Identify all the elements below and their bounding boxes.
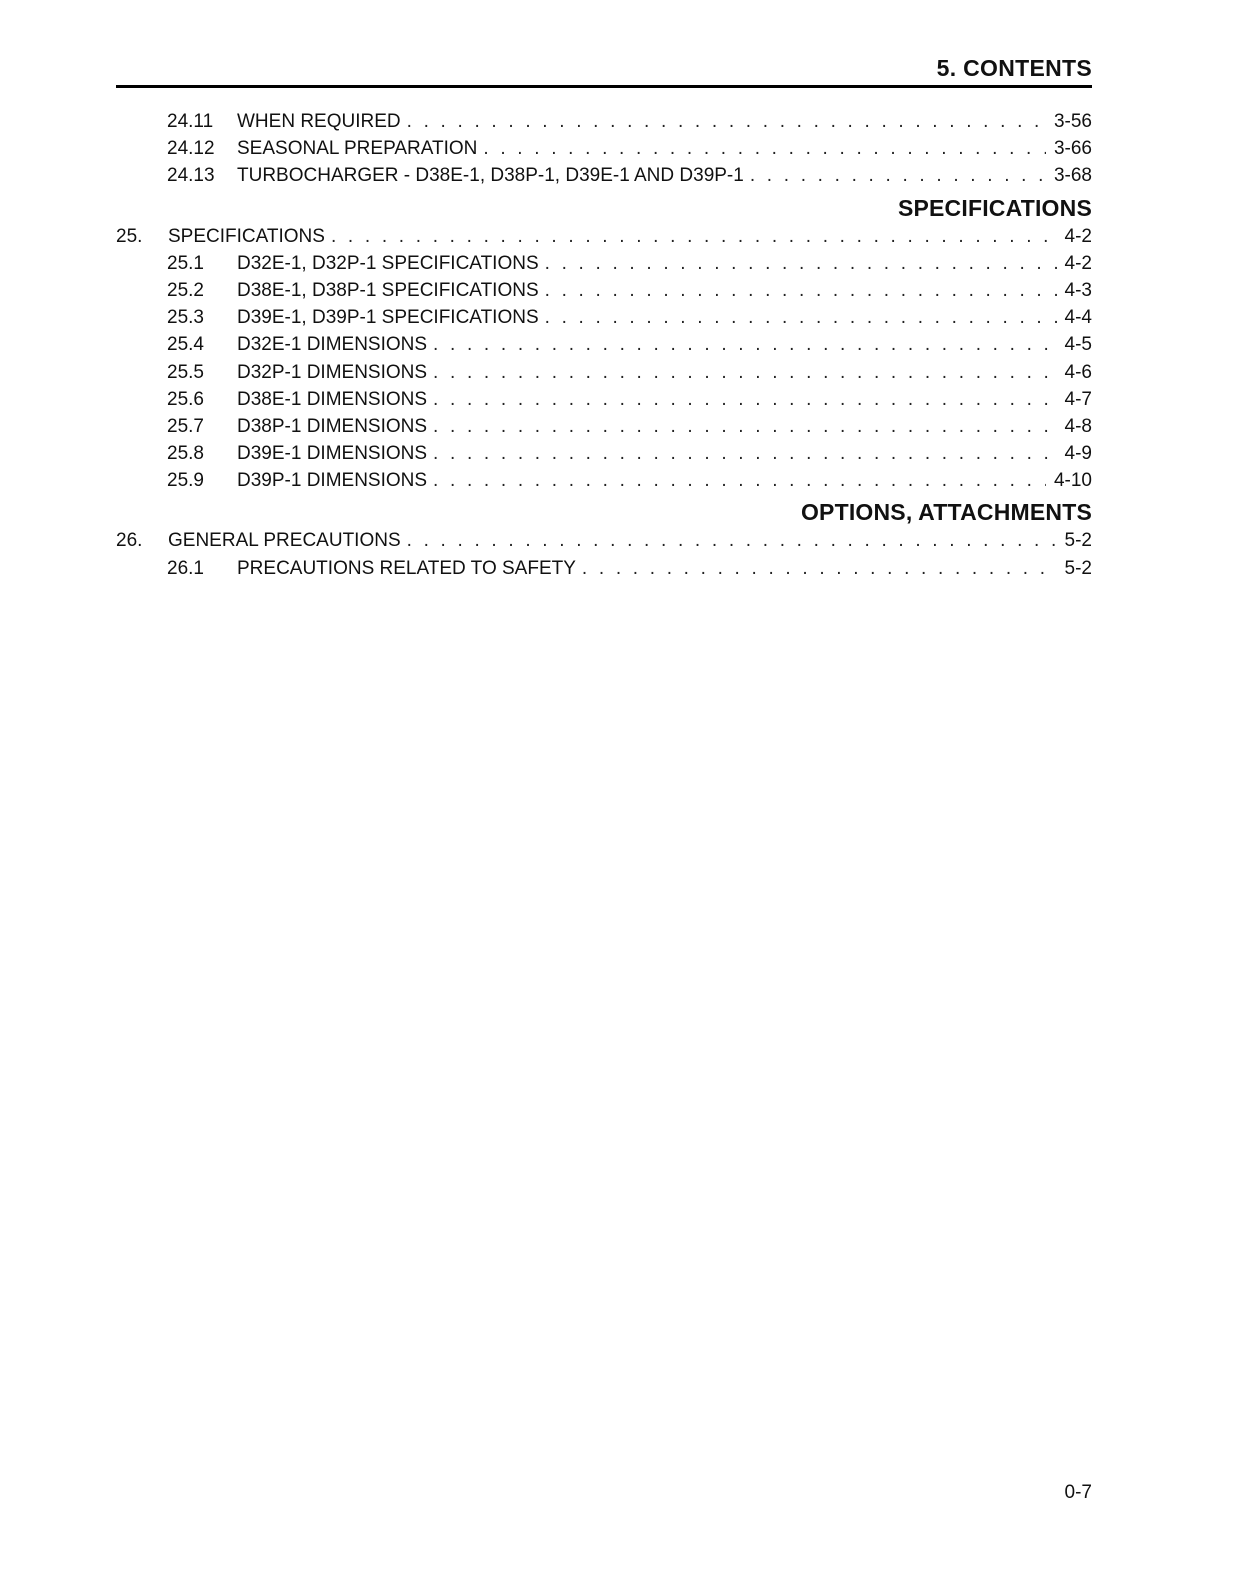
toc-entry[interactable]: [116, 413, 1092, 440]
toc-entry-label: D38P-1 DIMENSIONS: [237, 415, 428, 437]
toc-entry-label: TURBOCHARGER - D38E-1, D38P-1, D39E-1 AND D39P-1: [237, 165, 744, 187]
toc-entry-label: PRECAUTIONS RELATED TO SAFETY: [237, 557, 576, 579]
toc-entry-label: D38E-1 DIMENSIONS: [237, 388, 428, 410]
toc-entry-number: 24.12: [167, 138, 215, 160]
dot-leader: [433, 467, 1046, 494]
toc-entry[interactable]: [116, 277, 1092, 304]
toc-entry[interactable]: [116, 250, 1092, 277]
toc-entry-label: D39P-1 DIMENSIONS: [237, 470, 428, 492]
toc-entry-page: 4-2: [1064, 225, 1092, 247]
toc-entry[interactable]: [116, 135, 1092, 162]
dot-leader: [433, 359, 1056, 386]
toc-entry-number: 25.: [116, 225, 143, 247]
dot-leader: [582, 555, 1057, 582]
toc-entry-number: 25.2: [167, 279, 204, 301]
toc-entry-label: D32P-1 DIMENSIONS: [237, 361, 428, 383]
toc-entry-label: D32E-1 DIMENSIONS: [237, 334, 428, 356]
toc-entry-page: 4-3: [1064, 279, 1092, 301]
toc-entry-label: WHEN REQUIRED: [237, 111, 401, 132]
toc-entry-number: 24.13: [167, 165, 215, 187]
toc-entry[interactable]: [116, 108, 1092, 135]
page-title: 5. CONTENTS: [936, 55, 1092, 81]
toc-entry[interactable]: [116, 440, 1092, 467]
toc-entry-number: 25.6: [167, 388, 204, 410]
toc-entry-page: 3-68: [1053, 165, 1092, 187]
toc-entry-page: 4-5: [1064, 334, 1092, 356]
dot-leader: [433, 386, 1056, 413]
toc-entry-page: 3-66: [1053, 138, 1092, 160]
toc-entry-label: SPECIFICATIONS: [168, 225, 325, 247]
toc-entry-label: D39E-1 DIMENSIONS: [237, 443, 428, 465]
toc-entry[interactable]: [116, 359, 1092, 386]
toc-entry-page: 4-7: [1064, 388, 1092, 410]
dot-leader: [407, 108, 1046, 135]
toc-entry[interactable]: [116, 467, 1092, 494]
page-header: [116, 52, 1092, 88]
toc-entry-number: 25.3: [167, 307, 204, 329]
toc-entry-number: 24.11: [167, 111, 214, 132]
dot-leader: [545, 250, 1057, 277]
toc-entry-page: 5-2: [1064, 557, 1092, 579]
toc-entry-number: 25.4: [167, 334, 204, 356]
dot-leader: [545, 277, 1057, 304]
toc-entry-number: 25.9: [167, 470, 204, 492]
toc-entry[interactable]: [116, 331, 1092, 358]
toc-entry[interactable]: [116, 555, 1092, 582]
toc-entry-number: 25.1: [167, 252, 204, 274]
dot-leader: [331, 223, 1057, 250]
toc-entry-page: 4-10: [1053, 470, 1092, 492]
toc-entry[interactable]: [116, 223, 1092, 250]
toc-entry-page: 4-9: [1064, 443, 1092, 465]
dot-leader: [433, 331, 1056, 358]
toc-entry[interactable]: [116, 304, 1092, 331]
toc-entry-label: D32E-1, D32P-1 SPECIFICATIONS: [237, 252, 539, 274]
dot-leader: [433, 413, 1056, 440]
toc-entry-page: 4-6: [1064, 361, 1092, 383]
section-heading-specifications: SPECIFICATIONS: [897, 194, 1092, 221]
page-number: 0-7: [1064, 1482, 1092, 1503]
toc-entry-page: 4-2: [1064, 252, 1092, 274]
toc-entry-number: 26.: [116, 530, 143, 552]
toc-entry-number: 25.5: [167, 361, 204, 383]
toc-entry-page: 5-2: [1064, 530, 1092, 552]
dot-leader: [483, 135, 1046, 162]
toc-entry-label: GENERAL PRECAUTIONS: [168, 530, 401, 552]
toc-entry-page: 4-4: [1064, 307, 1092, 329]
toc-entry-label: SEASONAL PREPARATION: [237, 138, 478, 160]
dot-leader: [433, 440, 1056, 467]
toc-entry-number: 25.7: [167, 415, 204, 437]
table-of-contents: [116, 108, 1092, 582]
toc-entry-number: 25.8: [167, 443, 204, 465]
toc-entry-page: 4-8: [1064, 415, 1092, 437]
toc-entry-label: D39E-1, D39P-1 SPECIFICATIONS: [237, 307, 539, 329]
section-heading-options-attachments: OPTIONS, ATTACHMENTS: [800, 499, 1092, 526]
dot-leader: [545, 304, 1057, 331]
dot-leader: [750, 162, 1046, 189]
toc-entry-page: 3-56: [1053, 111, 1092, 132]
toc-entry[interactable]: [116, 162, 1092, 189]
toc-entry-number: 26.1: [167, 557, 204, 579]
toc-entry[interactable]: [116, 386, 1092, 413]
toc-entry-label: D38E-1, D38P-1 SPECIFICATIONS: [237, 279, 539, 301]
toc-entry[interactable]: [116, 527, 1092, 554]
dot-leader: [407, 527, 1057, 554]
